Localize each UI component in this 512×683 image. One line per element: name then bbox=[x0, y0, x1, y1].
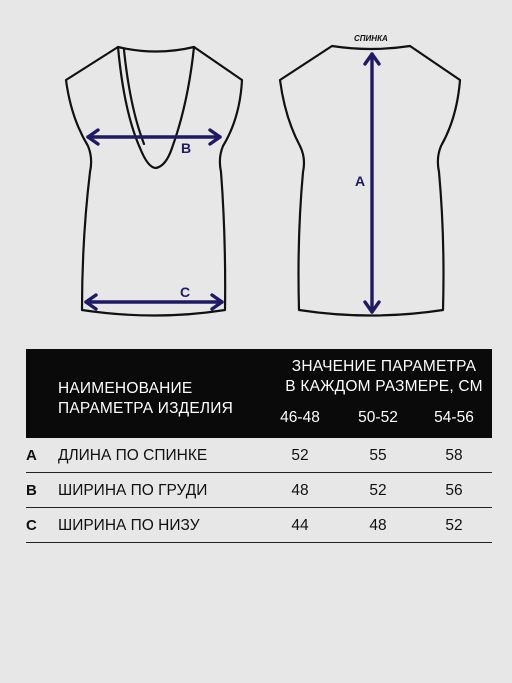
measure-c-arrow bbox=[86, 295, 222, 309]
row-value: 52 bbox=[291, 447, 309, 464]
size-column-3: 54-56 bbox=[434, 409, 474, 426]
measure-a-label: A bbox=[355, 173, 366, 189]
table-header bbox=[26, 349, 492, 438]
back-label: СПИНКА bbox=[354, 34, 388, 43]
row-value: 44 bbox=[291, 517, 309, 534]
table-row bbox=[26, 508, 492, 543]
table-row bbox=[26, 438, 492, 473]
size-table bbox=[26, 349, 492, 543]
row-parameter-name: ШИРИНА ПО ГРУДИ bbox=[58, 482, 208, 499]
header-value-line1: ЗНАЧЕНИЕ ПАРАМЕТРА bbox=[291, 358, 477, 375]
table-row bbox=[26, 473, 492, 508]
row-value: 58 bbox=[445, 447, 463, 464]
header-value-line2: В КАЖДОМ РАЗМЕРЕ, СМ bbox=[285, 378, 483, 395]
garment-diagrams bbox=[0, 0, 512, 335]
header-parameter-name bbox=[58, 379, 233, 419]
back-outline bbox=[280, 46, 460, 316]
back-view bbox=[280, 34, 460, 316]
header-name-line2: ПАРАМЕТРА ИЗДЕЛИЯ bbox=[58, 400, 234, 417]
row-code: C bbox=[26, 517, 37, 534]
row-value: 48 bbox=[291, 482, 309, 499]
row-value: 52 bbox=[445, 517, 463, 534]
measure-a-arrow bbox=[365, 54, 379, 312]
row-parameter-name: ДЛИНА ПО СПИНКЕ bbox=[58, 447, 208, 464]
row-value: 52 bbox=[369, 482, 387, 499]
row-value: 48 bbox=[369, 517, 387, 534]
row-value: 55 bbox=[369, 447, 387, 464]
row-parameter-name: ШИРИНА ПО НИЗУ bbox=[58, 517, 200, 534]
measure-b-arrow bbox=[88, 130, 220, 144]
front-outline bbox=[66, 47, 242, 316]
row-value: 56 bbox=[445, 482, 463, 499]
row-code: B bbox=[26, 482, 37, 499]
size-column-1: 46-48 bbox=[280, 409, 320, 426]
measure-c-label: C bbox=[180, 284, 191, 300]
row-code: A bbox=[26, 447, 37, 464]
size-column-2: 50-52 bbox=[358, 409, 398, 426]
front-view bbox=[66, 47, 242, 316]
header-parameter-value bbox=[280, 357, 488, 397]
measure-b-label: B bbox=[181, 140, 192, 156]
header-name-line1: НАИМЕНОВАНИЕ bbox=[58, 380, 193, 397]
